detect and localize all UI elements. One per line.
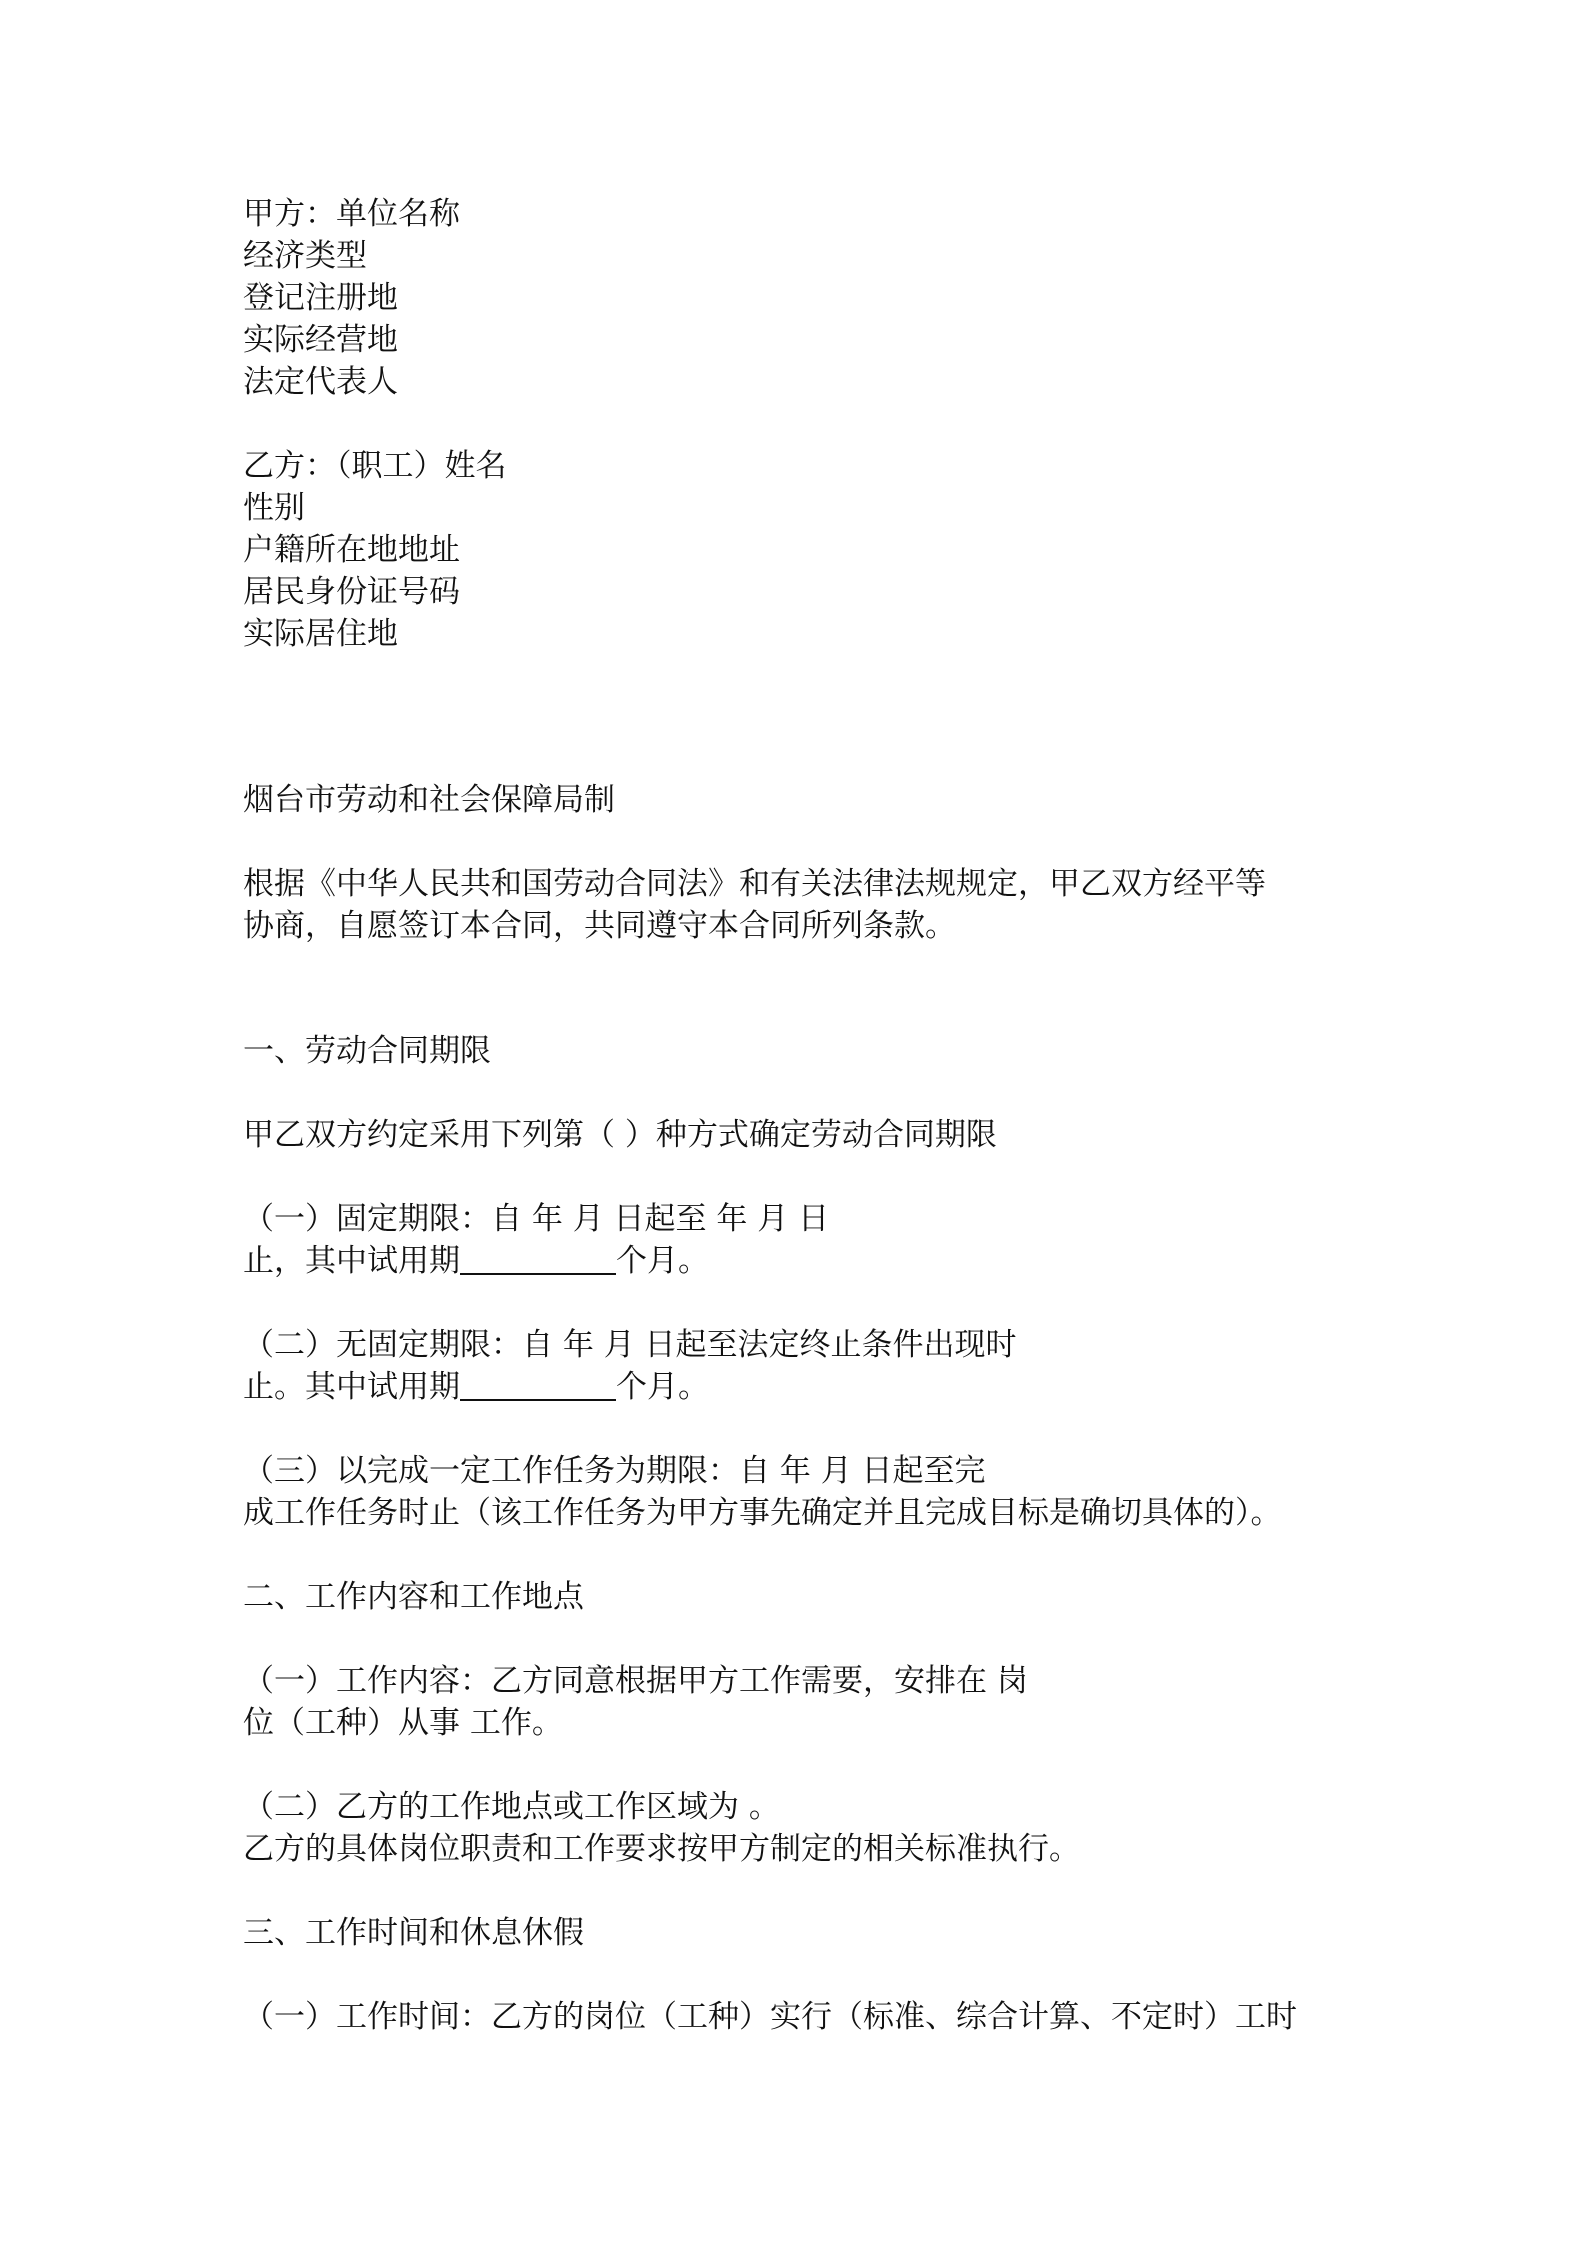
party-a-field-registered-address: 登记注册地: [243, 280, 398, 316]
party-b-title: 乙方：（职工）姓名: [243, 448, 507, 484]
party-b-field-id-number: 居民身份证号码: [243, 574, 460, 610]
section-1-item-2-line-1: （二）无固定期限：自 年 月 日起至法定终止条件出现时: [243, 1327, 1017, 1363]
preamble-line-1: 根据《中华人民共和国劳动合同法》和有关法律法规规定，甲乙双方经平等: [243, 866, 1266, 902]
section-3-heading: 三、工作时间和休息休假: [243, 1915, 584, 1951]
item-2-probation-suffix: 个月。: [616, 1369, 709, 1405]
section-1-item-2-line-2: [243, 1366, 709, 1408]
section-1-item-3-line-2: 成工作任务时止（该工作任务为甲方事先确定并且完成目标是确切具体的）。: [243, 1495, 1282, 1531]
party-b-field-gender: 性别: [243, 490, 305, 526]
section-1-intro: 甲乙双方约定采用下列第（ ）种方式确定劳动合同期限: [243, 1117, 997, 1153]
preamble-line-2: 协商，自愿签订本合同，共同遵守本合同所列条款。: [243, 908, 956, 944]
section-2-item-2-line-1: （二）乙方的工作地点或工作区域为 。: [243, 1789, 780, 1825]
section-1-item-1-line-1: （一）固定期限：自 年 月 日起至 年 月 日: [243, 1201, 830, 1237]
probation-blank-underline: [460, 1369, 616, 1401]
item-2-probation-prefix: 止。其中试用期: [243, 1369, 460, 1405]
section-2-heading: 二、工作内容和工作地点: [243, 1579, 584, 1615]
probation-blank-underline: [460, 1243, 616, 1275]
item-1-probation-suffix: 个月。: [616, 1243, 709, 1279]
party-a-field-legal-representative: 法定代表人: [243, 364, 398, 400]
section-2-item-1-line-1: （一）工作内容：乙方同意根据甲方工作需要，安排在 岗: [243, 1663, 1028, 1699]
party-b-field-household-address: 户籍所在地地址: [243, 532, 460, 568]
party-a-field-business-address: 实际经营地: [243, 322, 398, 358]
section-1-item-1-line-2: [243, 1240, 709, 1282]
section-2-item-2-line-2: 乙方的具体岗位职责和工作要求按甲方制定的相关标准执行。: [243, 1831, 1080, 1867]
section-1-item-3-line-1: （三）以完成一定工作任务为期限：自 年 月 日起至完: [243, 1453, 986, 1489]
issuer-line: 烟台市劳动和社会保障局制: [243, 782, 615, 818]
party-a-title: 甲方：单位名称: [243, 196, 460, 232]
section-2-item-1-line-2: 位（工种）从事 工作。: [243, 1705, 563, 1741]
section-1-heading: 一、劳动合同期限: [243, 1033, 491, 1069]
item-1-probation-prefix: 止，其中试用期: [243, 1243, 460, 1279]
party-a-field-economic-type: 经济类型: [243, 238, 367, 274]
party-b-field-residence: 实际居住地: [243, 616, 398, 652]
section-3-item-1-line-1: （一）工作时间：乙方的岗位（工种）实行（标准、综合计算、不定时）工时: [243, 1999, 1297, 2035]
